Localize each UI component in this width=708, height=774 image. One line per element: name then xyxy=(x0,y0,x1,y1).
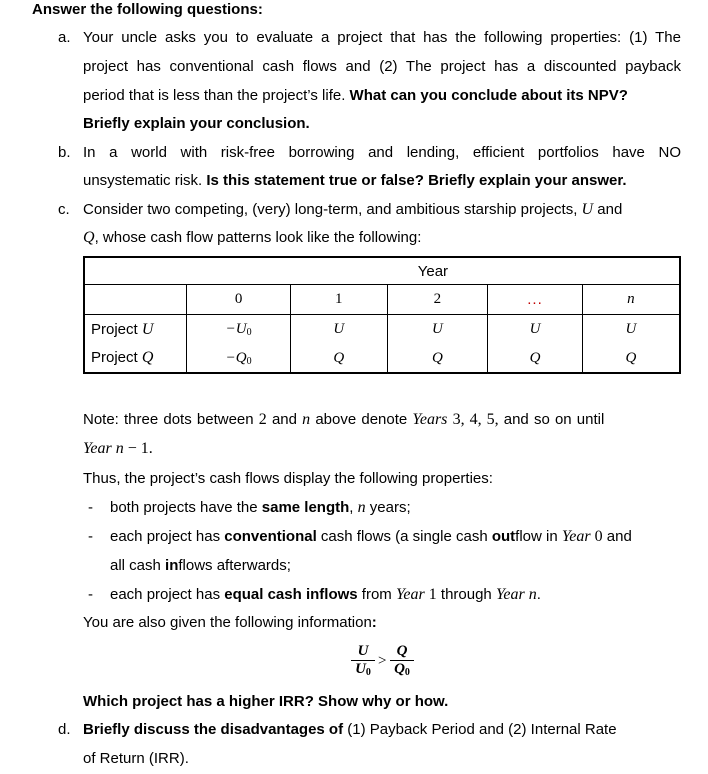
question-b-line2 xyxy=(83,172,627,190)
year-0-header: 0 xyxy=(187,285,291,315)
project-q-year-n: Q xyxy=(582,344,680,373)
greater-than-sign: > xyxy=(378,653,387,669)
bullet-conventional-line2: all cash inflows afterwards; xyxy=(110,557,291,574)
project-u-year-2: U xyxy=(387,315,488,345)
table-header-row xyxy=(84,285,680,315)
project-q-symbol: Q xyxy=(83,229,95,246)
bullet-dash: - xyxy=(88,528,93,545)
question-c-line2-text: , whose cash flow patterns look like the following: xyxy=(94,229,422,246)
question-c-label: c. xyxy=(58,201,70,218)
table-note: Note: three dots between 2 and n above denote Years 3, 4, 5, and so on until xyxy=(83,411,605,428)
bullet-dash: - xyxy=(88,586,93,603)
project-u-year-0: $-U_0$ xyxy=(187,315,291,345)
question-c-line2 xyxy=(83,229,421,247)
irr-question: Which project has a higher IRR? Show why or how. xyxy=(83,693,449,710)
question-a-line3 xyxy=(83,87,628,105)
project-u-year-n: U xyxy=(582,315,680,345)
question-b-line2-plain: unsystematic risk. xyxy=(83,172,203,189)
year-ellipsis-header: ... xyxy=(488,285,583,315)
project-u-symbol: U xyxy=(581,201,594,218)
ratio-q: $\frac{Q}{Q_0}$ xyxy=(390,643,414,681)
properties-intro: Thus, the project’s cash flows display the following properties: xyxy=(83,470,493,487)
project-q-label: Project Q xyxy=(91,349,154,366)
question-b-line1: In a world with risk-free borrowing and lending, efficient portfolios have NO xyxy=(83,144,681,161)
year-n-header: n xyxy=(582,285,680,315)
year-1-header: 1 xyxy=(290,285,387,315)
cash-flow-table xyxy=(83,256,681,374)
project-u-year-ellipsis: U xyxy=(488,315,583,345)
ratio-u: $\frac{U}{U_0}$ xyxy=(351,643,375,681)
bullet-dash: - xyxy=(88,499,93,516)
project-q-year-ellipsis: Q xyxy=(488,344,583,373)
table-row xyxy=(84,344,680,373)
question-a-line1: Your uncle asks you to evaluate a project that has the following properties: (1) The xyxy=(83,29,681,46)
question-a-label: a. xyxy=(58,29,71,46)
page-heading: Answer the following questions: xyxy=(32,1,263,18)
year-2-header: 2 xyxy=(387,285,488,315)
question-c-line1-text: Consider two competing, (very) long-term, and ambitious starship projects, xyxy=(83,201,578,218)
bullet-conventional: each project has conventional cash flows (a single cash outflow in Year 0 and xyxy=(110,528,632,545)
given-info: You are also given the following information: xyxy=(83,614,377,631)
project-u-label: Project U xyxy=(91,320,154,338)
question-a-line4: Briefly explain your conclusion. xyxy=(83,115,310,132)
project-u-year-1: U xyxy=(290,315,387,345)
question-a-line2: project has conventional cash flows and (2) The project has a discounted payback xyxy=(83,58,681,75)
project-q-year-0: $-Q_0$ xyxy=(187,344,291,373)
bullet-equal-inflows: each project has equal cash inflows from Year 1 through Year n. xyxy=(110,586,541,603)
year-header: Year xyxy=(187,257,680,285)
bullet-same-length: both projects have the same length, n years; xyxy=(110,499,411,516)
table-note-line2: Year n − 1. xyxy=(83,440,153,457)
table-row xyxy=(84,315,680,345)
question-a-npv-question: What can you conclude about its NPV? xyxy=(349,87,628,104)
project-q-year-1: Q xyxy=(290,344,387,373)
question-c-line1-and: and xyxy=(597,201,623,218)
project-q-year-2: Q xyxy=(387,344,488,373)
question-a-line3-plain: period that is less than the project’s life. xyxy=(83,87,346,104)
question-d-line1: Briefly discuss the disadvantages of (1) Payback Period and (2) Internal Rate xyxy=(83,721,617,738)
question-d-line2: of Return (IRR). xyxy=(83,750,189,767)
question-d-label: d. xyxy=(58,721,71,738)
question-c-line1 xyxy=(83,201,622,219)
question-b-true-false-question: Is this statement true or false? Briefly explain your answer. xyxy=(206,172,627,189)
question-b-label: b. xyxy=(58,144,71,161)
table-year-row xyxy=(84,257,680,285)
